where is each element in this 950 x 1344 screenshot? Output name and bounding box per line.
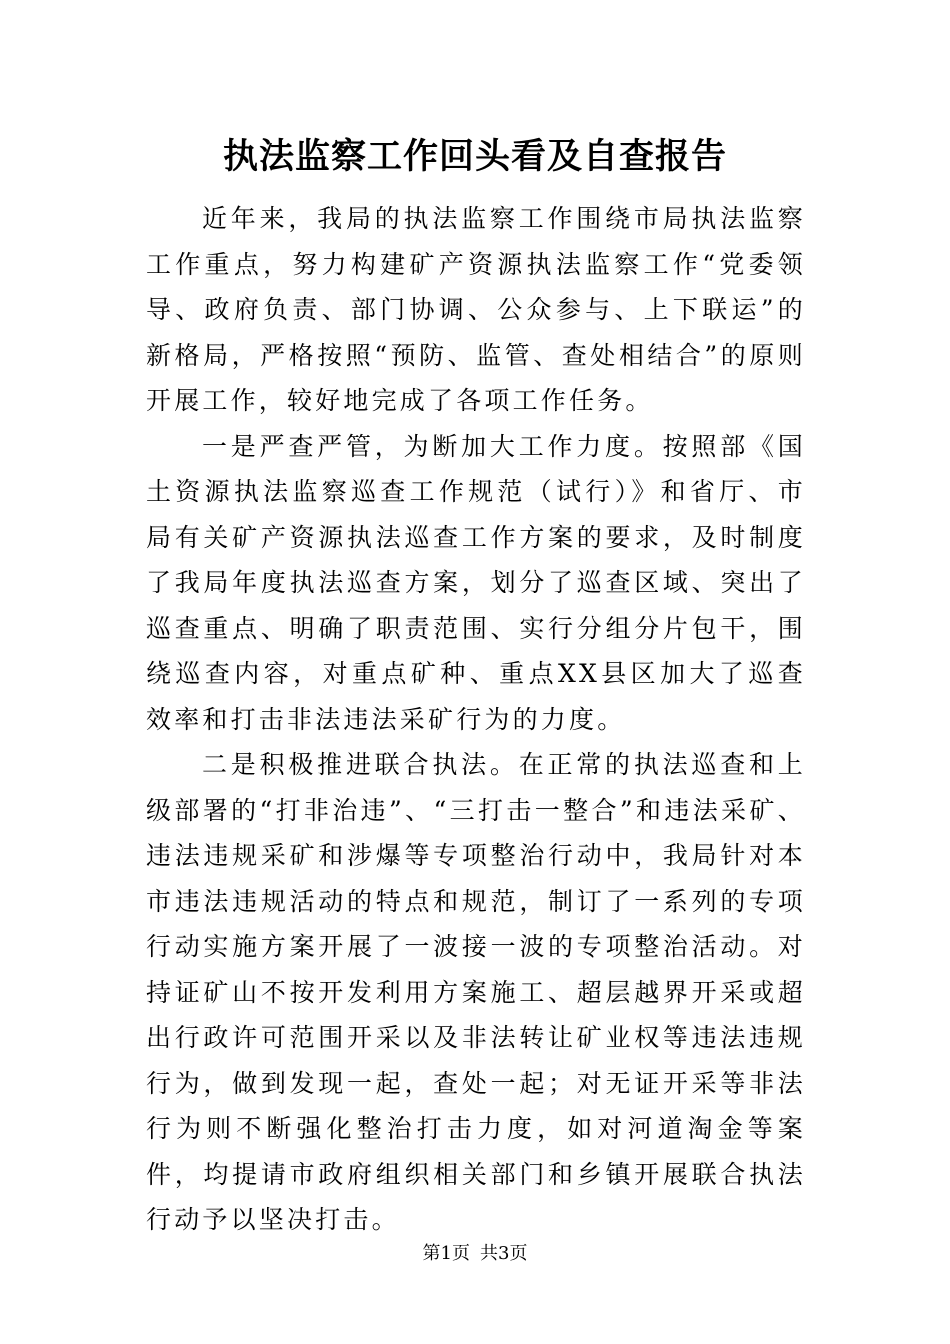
paragraph-inspection: 一是严查严管，为断加大工作力度。按照部《国土资源执法监察巡查工作规范（试行）》和省厅、市局有关矿产资源执法巡查工作方案的要求，及时制度了我局年度执法巡查方案，划分了巡查区域、突出了巡查重点、明确了职责范围、实行分组分片包干，围绕巡查内容，对重点矿种、重点XX县区加大了巡查效率和打击非法违法采矿行为的力度。 <box>146 431 806 734</box>
paragraph-intro: 近年来，我局的执法监察工作围绕市局执法监察工作重点，努力构建矿产资源执法监察工作“党委领导、政府负责、部门协调、公众参与、上下联运”的新格局，严格按照“预防、监管、查处相结合”的原则开展工作，较好地完成了各项工作任务。 <box>146 204 806 415</box>
document-title: 执法监察工作回头看及自查报告 <box>222 136 727 177</box>
paragraph-joint-enforcement: 二是积极推进联合执法。在正常的执法巡查和上级部署的“打非治违”、“三打击一整合”和违法采矿、违法违规采矿和涉爆等专项整治行动中，我局针对本市违法违规活动的特点和规范，制订了一系列的专项行动实施方案开展了一波接一波的专项整治活动。对持证矿山不按开发利用方案施工、超层越界开采或超出行政许可范围开采以及非法转让矿业权等违法违规行为，做到发现一起，查处一起；对无证开采等非法行为则不断强化整治打击力度，如对河道淘金等案件，均提请市政府组织相关部门和乡镇开展联合执法行动予以坚决打击。 <box>146 750 806 1234</box>
document-body <box>146 196 806 1243</box>
page-total: 共3页 <box>480 1243 528 1264</box>
page-footer <box>0 1240 950 1268</box>
page-number: 第1页 <box>422 1243 470 1264</box>
